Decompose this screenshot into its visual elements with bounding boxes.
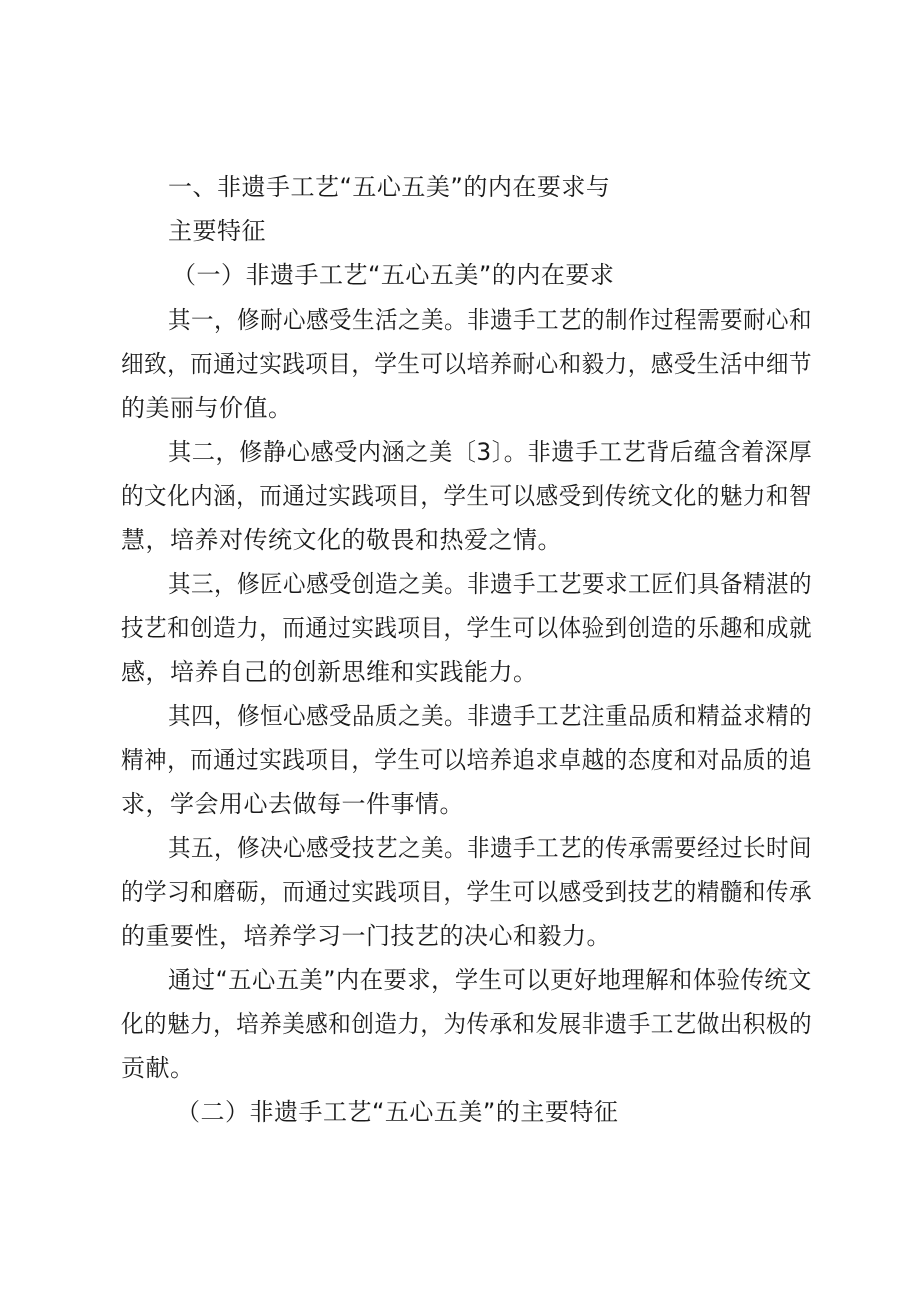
paragraph-2-line-1: 其二，修静心感受内涵之美〔3〕。非遗手工艺背后蕴含着深厚 xyxy=(168,438,813,466)
paragraph-6-line-2: 化的魅力，培养美感和创造力，为传承和发展非遗手工艺做出积极的 xyxy=(121,1010,812,1038)
paragraph-5-line-2: 的学习和磨砺，而通过实践项目，学生可以感受到技艺的精髓和传承 xyxy=(121,878,812,906)
paragraph-5-line-1: 其五，修决心感受技艺之美。非遗手工艺的传承需要经过长时间 xyxy=(168,834,813,862)
subheading-main-features: （二）非遗手工艺“五心五美”的主要特征 xyxy=(176,1098,619,1126)
paragraph-1-line-2: 细致，而通过实践项目，学生可以培养耐心和毅力，感受生活中细节 xyxy=(121,350,812,378)
paragraph-4-line-3: 求，学会用心去做每一件事情。 xyxy=(121,790,464,818)
paragraph-3-line-3: 感，培养自己的创新思维和实践能力。 xyxy=(121,658,538,686)
paragraph-1-line-3: 的美丽与价值。 xyxy=(121,394,293,422)
paragraph-6-line-3: 贡献。 xyxy=(121,1054,195,1082)
paragraph-4-line-1: 其四，修恒心感受品质之美。非遗手工艺注重品质和精益求精的 xyxy=(168,702,813,730)
section-heading-line-1: 一、非遗手工艺“五心五美”的内在要求与 xyxy=(168,173,611,201)
paragraph-5-line-3: 的重要性，培养学习一门技艺的决心和毅力。 xyxy=(121,922,611,950)
subheading-inner-requirements: （一）非遗手工艺“五心五美”的内在要求 xyxy=(172,261,615,289)
paragraph-3-line-2: 技艺和创造力，而通过实践项目，学生可以体验到创造的乐趣和成就 xyxy=(121,614,812,642)
paragraph-6-line-1: 通过“五心五美”内在要求，学生可以更好地理解和体验传统文 xyxy=(168,966,812,994)
paragraph-3-line-1: 其三，修匠心感受创造之美。非遗手工艺要求工匠们具备精湛的 xyxy=(168,570,813,598)
section-heading-line-2: 主要特征 xyxy=(168,217,266,245)
paragraph-4-line-2: 精神，而通过实践项目，学生可以培养追求卓越的态度和对品质的追 xyxy=(121,746,812,774)
paragraph-2-line-3: 慧，培养对传统文化的敬畏和热爱之情。 xyxy=(121,526,562,554)
paragraph-2-line-2: 的文化内涵，而通过实践项目，学生可以感受到传统文化的魅力和智 xyxy=(121,482,812,510)
paragraph-1-line-1: 其一，修耐心感受生活之美。非遗手工艺的制作过程需要耐心和 xyxy=(168,306,813,334)
